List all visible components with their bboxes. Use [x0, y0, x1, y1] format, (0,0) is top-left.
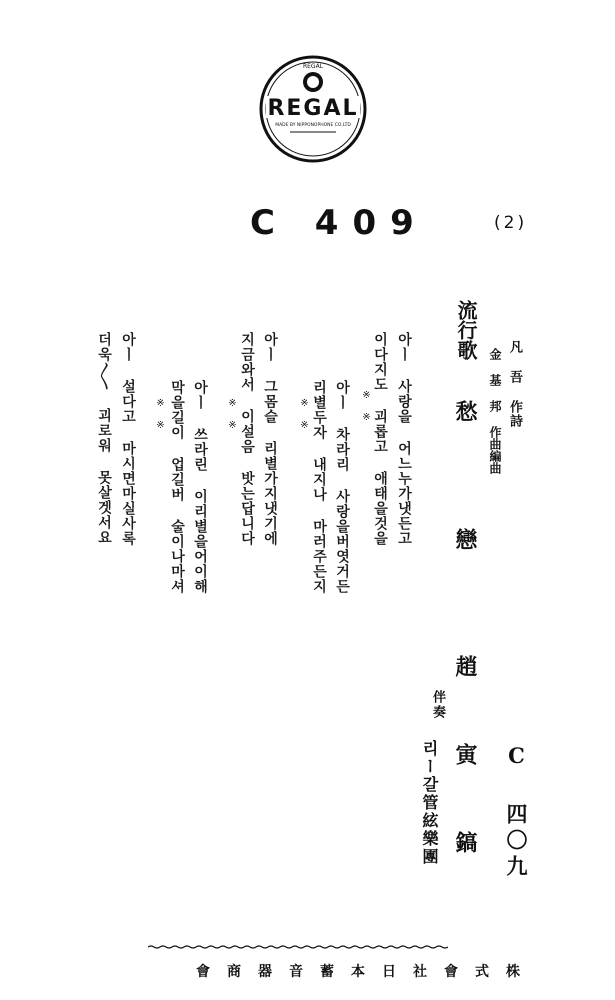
logo-small-text: MADE BY NIPPONOPHONE CO.LTD — [275, 123, 351, 128]
song-title: 愁 戀 — [452, 400, 478, 590]
lyric-line: 아ㅣ 설다고 마시면마실사록 — [120, 332, 136, 546]
verse-separator: ※ ※ — [227, 398, 238, 431]
lyric-line: 막을길이 업길버 술이나마셔 — [169, 380, 185, 594]
side-number: (2) — [494, 213, 528, 233]
singer-name: 趙 寅 鎬 — [452, 655, 478, 873]
performance-label: 伴奏 — [430, 690, 445, 720]
regal-logo — [258, 54, 368, 164]
lyric-line: 지금와서 이설음 밧는답니다 — [239, 332, 255, 546]
catalog-number-vertical: C 四〇九 — [504, 743, 529, 881]
catalog-number: C 409 — [250, 203, 428, 243]
logo-brand: REGAL — [267, 96, 359, 121]
lyric-line: 아ㅣ 사랑을 어느누가냇든고 — [396, 332, 412, 546]
verse-separator: ※ ※ — [361, 390, 372, 423]
verse-separator: ※ ※ — [299, 398, 310, 431]
lyric-line: 리별두자 내지나 마러주든지 — [311, 380, 327, 594]
publisher-footer: 株式會社日本蓄音器商會 — [196, 964, 537, 980]
svg-text:REGAL: REGAL — [302, 63, 324, 70]
lyric-line: 더욱〱 괴로워 못살겟서요 — [96, 332, 112, 545]
decorative-wavy-rule — [148, 934, 448, 938]
lyric-line: 아ㅣ 쓰라린 이리별을어이해 — [192, 380, 208, 594]
genre-label: 流行歌 — [454, 300, 478, 360]
composer-credit: 金 基 邦 作曲編曲 — [488, 348, 502, 474]
lyric-line: 이다지도 괴롭고 애태을것을 — [372, 332, 388, 546]
lyric-line: 아ㅣ 그몸슬 리별가지냇기에 — [262, 332, 278, 546]
verse-separator: ※ ※ — [155, 398, 166, 431]
lyric-line: 아ㅣ 차라리 사랑을버엿거든 — [334, 380, 350, 594]
lyricist-credit: 凡 吾 作詩 — [507, 340, 522, 428]
orchestra-name: 리ー갈管絃樂團 — [420, 740, 439, 866]
